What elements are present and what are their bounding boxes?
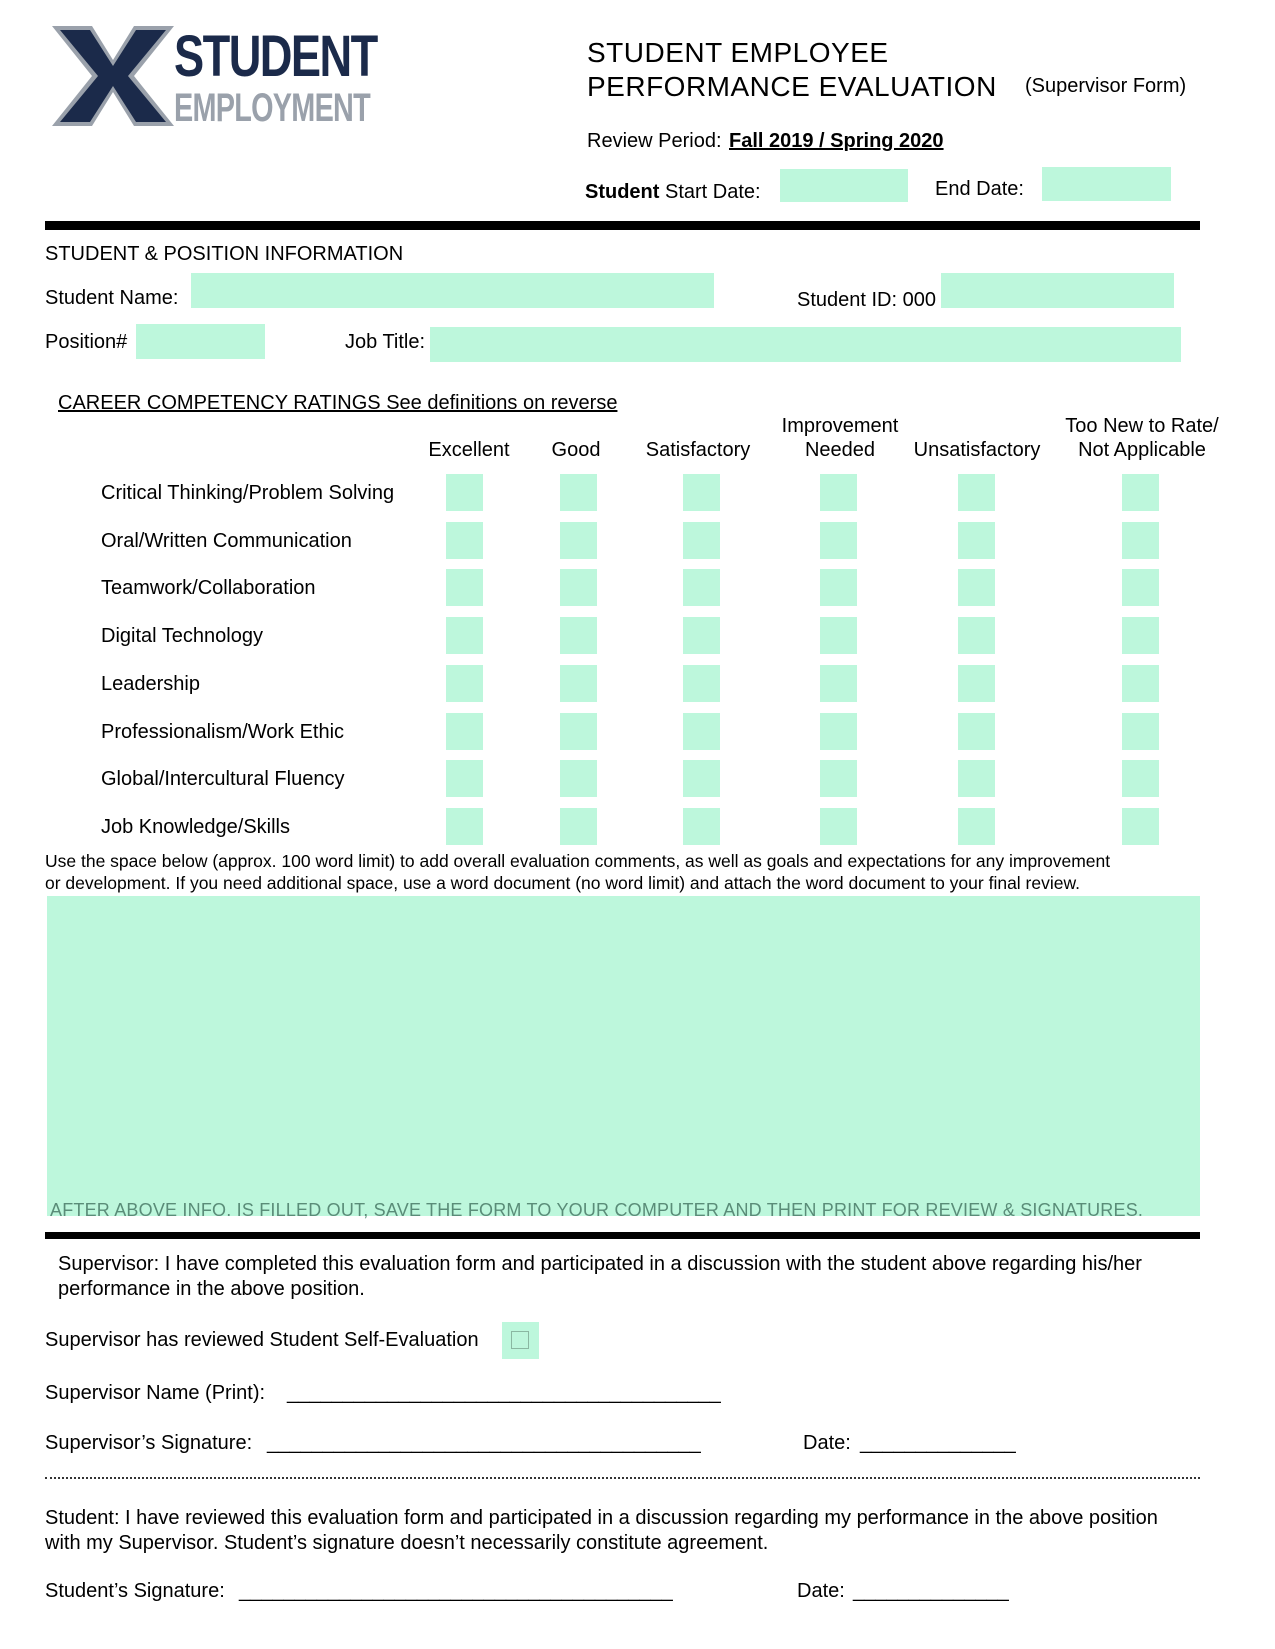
rating-checkbox[interactable]	[958, 474, 995, 511]
rating-checkbox[interactable]	[820, 474, 857, 511]
col-head-line2: Excellent	[428, 439, 510, 461]
form-title-line1: STUDENT EMPLOYEE	[587, 37, 889, 68]
position-number-label: Position#	[45, 331, 128, 353]
student-date-line: ______________	[853, 1580, 1009, 1602]
dotted-divider	[45, 1477, 1200, 1479]
rating-checkbox[interactable]	[683, 713, 720, 750]
student-statement-line2: with my Supervisor. Student’s signature doesn’t necessarily constitute agreement.	[45, 1532, 769, 1554]
form-type: (Supervisor Form)	[1025, 75, 1187, 97]
comments-divider	[45, 1232, 1200, 1239]
col-head-line1	[419, 414, 519, 438]
student-name-field[interactable]	[191, 273, 714, 308]
rating-checkbox[interactable]	[958, 569, 995, 606]
competency-label: Oral/Written Communication	[101, 530, 352, 552]
rating-checkbox[interactable]	[560, 808, 597, 845]
rating-checkbox[interactable]	[560, 665, 597, 702]
rating-checkbox[interactable]	[1122, 665, 1159, 702]
col-head-line1	[536, 414, 616, 438]
competency-label: Job Knowledge/Skills	[101, 816, 290, 838]
end-date-field[interactable]	[1042, 167, 1171, 201]
col-head-line2: Satisfactory	[645, 439, 751, 461]
rating-checkbox[interactable]	[683, 808, 720, 845]
student-statement-line1: Student: I have reviewed this evaluation form and participated in a discussion regarding my performance in the above position	[45, 1507, 1158, 1529]
rating-checkbox[interactable]	[560, 474, 597, 511]
rating-checkbox[interactable]	[446, 617, 483, 654]
rating-checkbox[interactable]	[446, 760, 483, 797]
rating-checkbox[interactable]	[820, 522, 857, 559]
col-head-good	[536, 414, 616, 462]
rating-checkbox[interactable]	[1122, 474, 1159, 511]
comments-instructions	[45, 850, 1205, 894]
comments-instructions-line1: Use the space below (approx. 100 word limit) to add overall evaluation comments, as well as goals and expectations for any improvement	[45, 851, 1111, 871]
rating-checkbox[interactable]	[560, 569, 597, 606]
start-date-field[interactable]	[780, 169, 908, 202]
student-signature-line: _______________________________________	[239, 1580, 673, 1602]
col-head-line2: Good	[551, 439, 601, 461]
student-employment-logo	[52, 24, 377, 134]
col-head-too-new	[1052, 414, 1232, 462]
rating-checkbox[interactable]	[1122, 808, 1159, 845]
rating-checkbox[interactable]	[560, 713, 597, 750]
ratings-title: CAREER COMPETENCY RATINGS See definitions on reverse	[58, 392, 618, 414]
rating-checkbox[interactable]	[446, 569, 483, 606]
logo-word-employment: EMPLOYMENT	[174, 86, 371, 130]
col-head-line2: Needed	[804, 439, 876, 461]
supervisor-date-line: ______________	[860, 1432, 1016, 1454]
col-head-improvement-needed	[770, 414, 910, 462]
rating-checkbox[interactable]	[958, 760, 995, 797]
competency-label: Critical Thinking/Problem Solving	[101, 482, 395, 504]
col-head-line1	[907, 414, 1047, 438]
col-head-unsatisfactory	[907, 414, 1047, 462]
review-period-value: Fall 2019 / Spring 2020	[729, 130, 944, 152]
student-statement	[45, 1506, 1225, 1556]
rating-checkbox[interactable]	[1122, 713, 1159, 750]
col-head-excellent	[419, 414, 519, 462]
rating-checkbox[interactable]	[958, 617, 995, 654]
competency-label: Digital Technology	[101, 625, 263, 647]
rating-checkbox[interactable]	[1122, 522, 1159, 559]
rating-checkbox[interactable]	[958, 665, 995, 702]
rating-checkbox[interactable]	[820, 665, 857, 702]
self-eval-checkbox[interactable]	[502, 1322, 539, 1359]
supervisor-statement-line2: performance in the above position.	[58, 1278, 365, 1300]
review-period-label: Review Period:	[587, 130, 722, 152]
x-logo-icon	[52, 26, 174, 126]
rating-checkbox[interactable]	[683, 522, 720, 559]
rating-checkbox[interactable]	[958, 808, 995, 845]
job-title-label: Job Title:	[345, 331, 426, 353]
rating-checkbox[interactable]	[446, 665, 483, 702]
logo-word-student: STUDENT	[174, 24, 377, 89]
student-signature-label: Student’s Signature:	[45, 1580, 225, 1602]
rating-checkbox[interactable]	[683, 569, 720, 606]
col-head-satisfactory	[638, 414, 758, 462]
rating-checkbox[interactable]	[958, 713, 995, 750]
job-title-field[interactable]	[430, 327, 1181, 362]
rating-checkbox[interactable]	[1122, 617, 1159, 654]
student-info-title: STUDENT & POSITION INFORMATION	[45, 243, 404, 265]
rating-checkbox[interactable]	[1122, 569, 1159, 606]
student-id-field[interactable]	[941, 273, 1174, 308]
rating-checkbox[interactable]	[683, 760, 720, 797]
start-date-label	[585, 181, 761, 204]
rating-checkbox[interactable]	[820, 617, 857, 654]
start-date-bold: Student	[585, 181, 660, 203]
rating-checkbox[interactable]	[446, 713, 483, 750]
supervisor-name-label: Supervisor Name (Print):	[45, 1382, 266, 1404]
rating-checkbox[interactable]	[560, 522, 597, 559]
comments-instructions-line2: or development. If you need additional space, use a word document (no word limit) and attach the word document to your final review.	[45, 873, 1081, 893]
competency-label: Teamwork/Collaboration	[101, 577, 316, 599]
student-id-label: Student ID: 000	[797, 289, 936, 311]
supervisor-date-label: Date:	[803, 1432, 851, 1454]
rating-checkbox[interactable]	[683, 474, 720, 511]
rating-checkbox[interactable]	[958, 522, 995, 559]
col-head-line2: Not Applicable	[1078, 439, 1206, 461]
save-print-notice: AFTER ABOVE INFO. IS FILLED OUT, SAVE THE FORM TO YOUR COMPUTER AND THEN PRINT FOR REVIEW & SIGNATURES.	[50, 1200, 1144, 1220]
supervisor-signature-line: _______________________________________	[267, 1432, 701, 1454]
rating-checkbox[interactable]	[560, 617, 597, 654]
student-date-label: Date:	[797, 1580, 845, 1602]
header-divider	[45, 221, 1200, 230]
start-date-text: Start Date:	[659, 181, 761, 203]
end-date-label: End Date:	[935, 178, 1024, 200]
form-title-line2: PERFORMANCE EVALUATION	[587, 71, 997, 102]
rating-checkbox[interactable]	[446, 808, 483, 845]
supervisor-statement-line1: Supervisor: I have completed this evaluation form and participated in a discussion with the student above regarding his/her	[58, 1253, 1142, 1275]
comments-field[interactable]	[47, 896, 1200, 1216]
rating-checkbox[interactable]	[560, 760, 597, 797]
rating-checkbox[interactable]	[683, 665, 720, 702]
col-head-line1	[638, 414, 758, 438]
rating-checkbox[interactable]	[820, 760, 857, 797]
col-head-line1: Improvement	[781, 415, 899, 437]
competency-label: Leadership	[101, 673, 200, 695]
rating-checkbox[interactable]	[1122, 760, 1159, 797]
checkbox-square-icon	[511, 1331, 529, 1349]
rating-checkbox[interactable]	[683, 617, 720, 654]
rating-checkbox[interactable]	[820, 808, 857, 845]
rating-checkbox[interactable]	[446, 474, 483, 511]
self-eval-label: Supervisor has reviewed Student Self-Evaluation	[45, 1329, 479, 1351]
rating-checkbox[interactable]	[820, 569, 857, 606]
supervisor-signature-label: Supervisor’s Signature:	[45, 1432, 253, 1454]
competency-label: Global/Intercultural Fluency	[101, 768, 345, 790]
position-number-field[interactable]	[136, 324, 265, 359]
competency-label: Professionalism/Work Ethic	[101, 721, 345, 743]
supervisor-name-line: _______________________________________	[287, 1382, 721, 1404]
col-head-line2: Unsatisfactory	[913, 439, 1041, 461]
student-name-label: Student Name:	[45, 287, 179, 309]
rating-checkbox[interactable]	[820, 713, 857, 750]
col-head-line1: Too New to Rate/	[1065, 415, 1219, 437]
supervisor-statement	[58, 1252, 1208, 1302]
rating-checkbox[interactable]	[446, 522, 483, 559]
